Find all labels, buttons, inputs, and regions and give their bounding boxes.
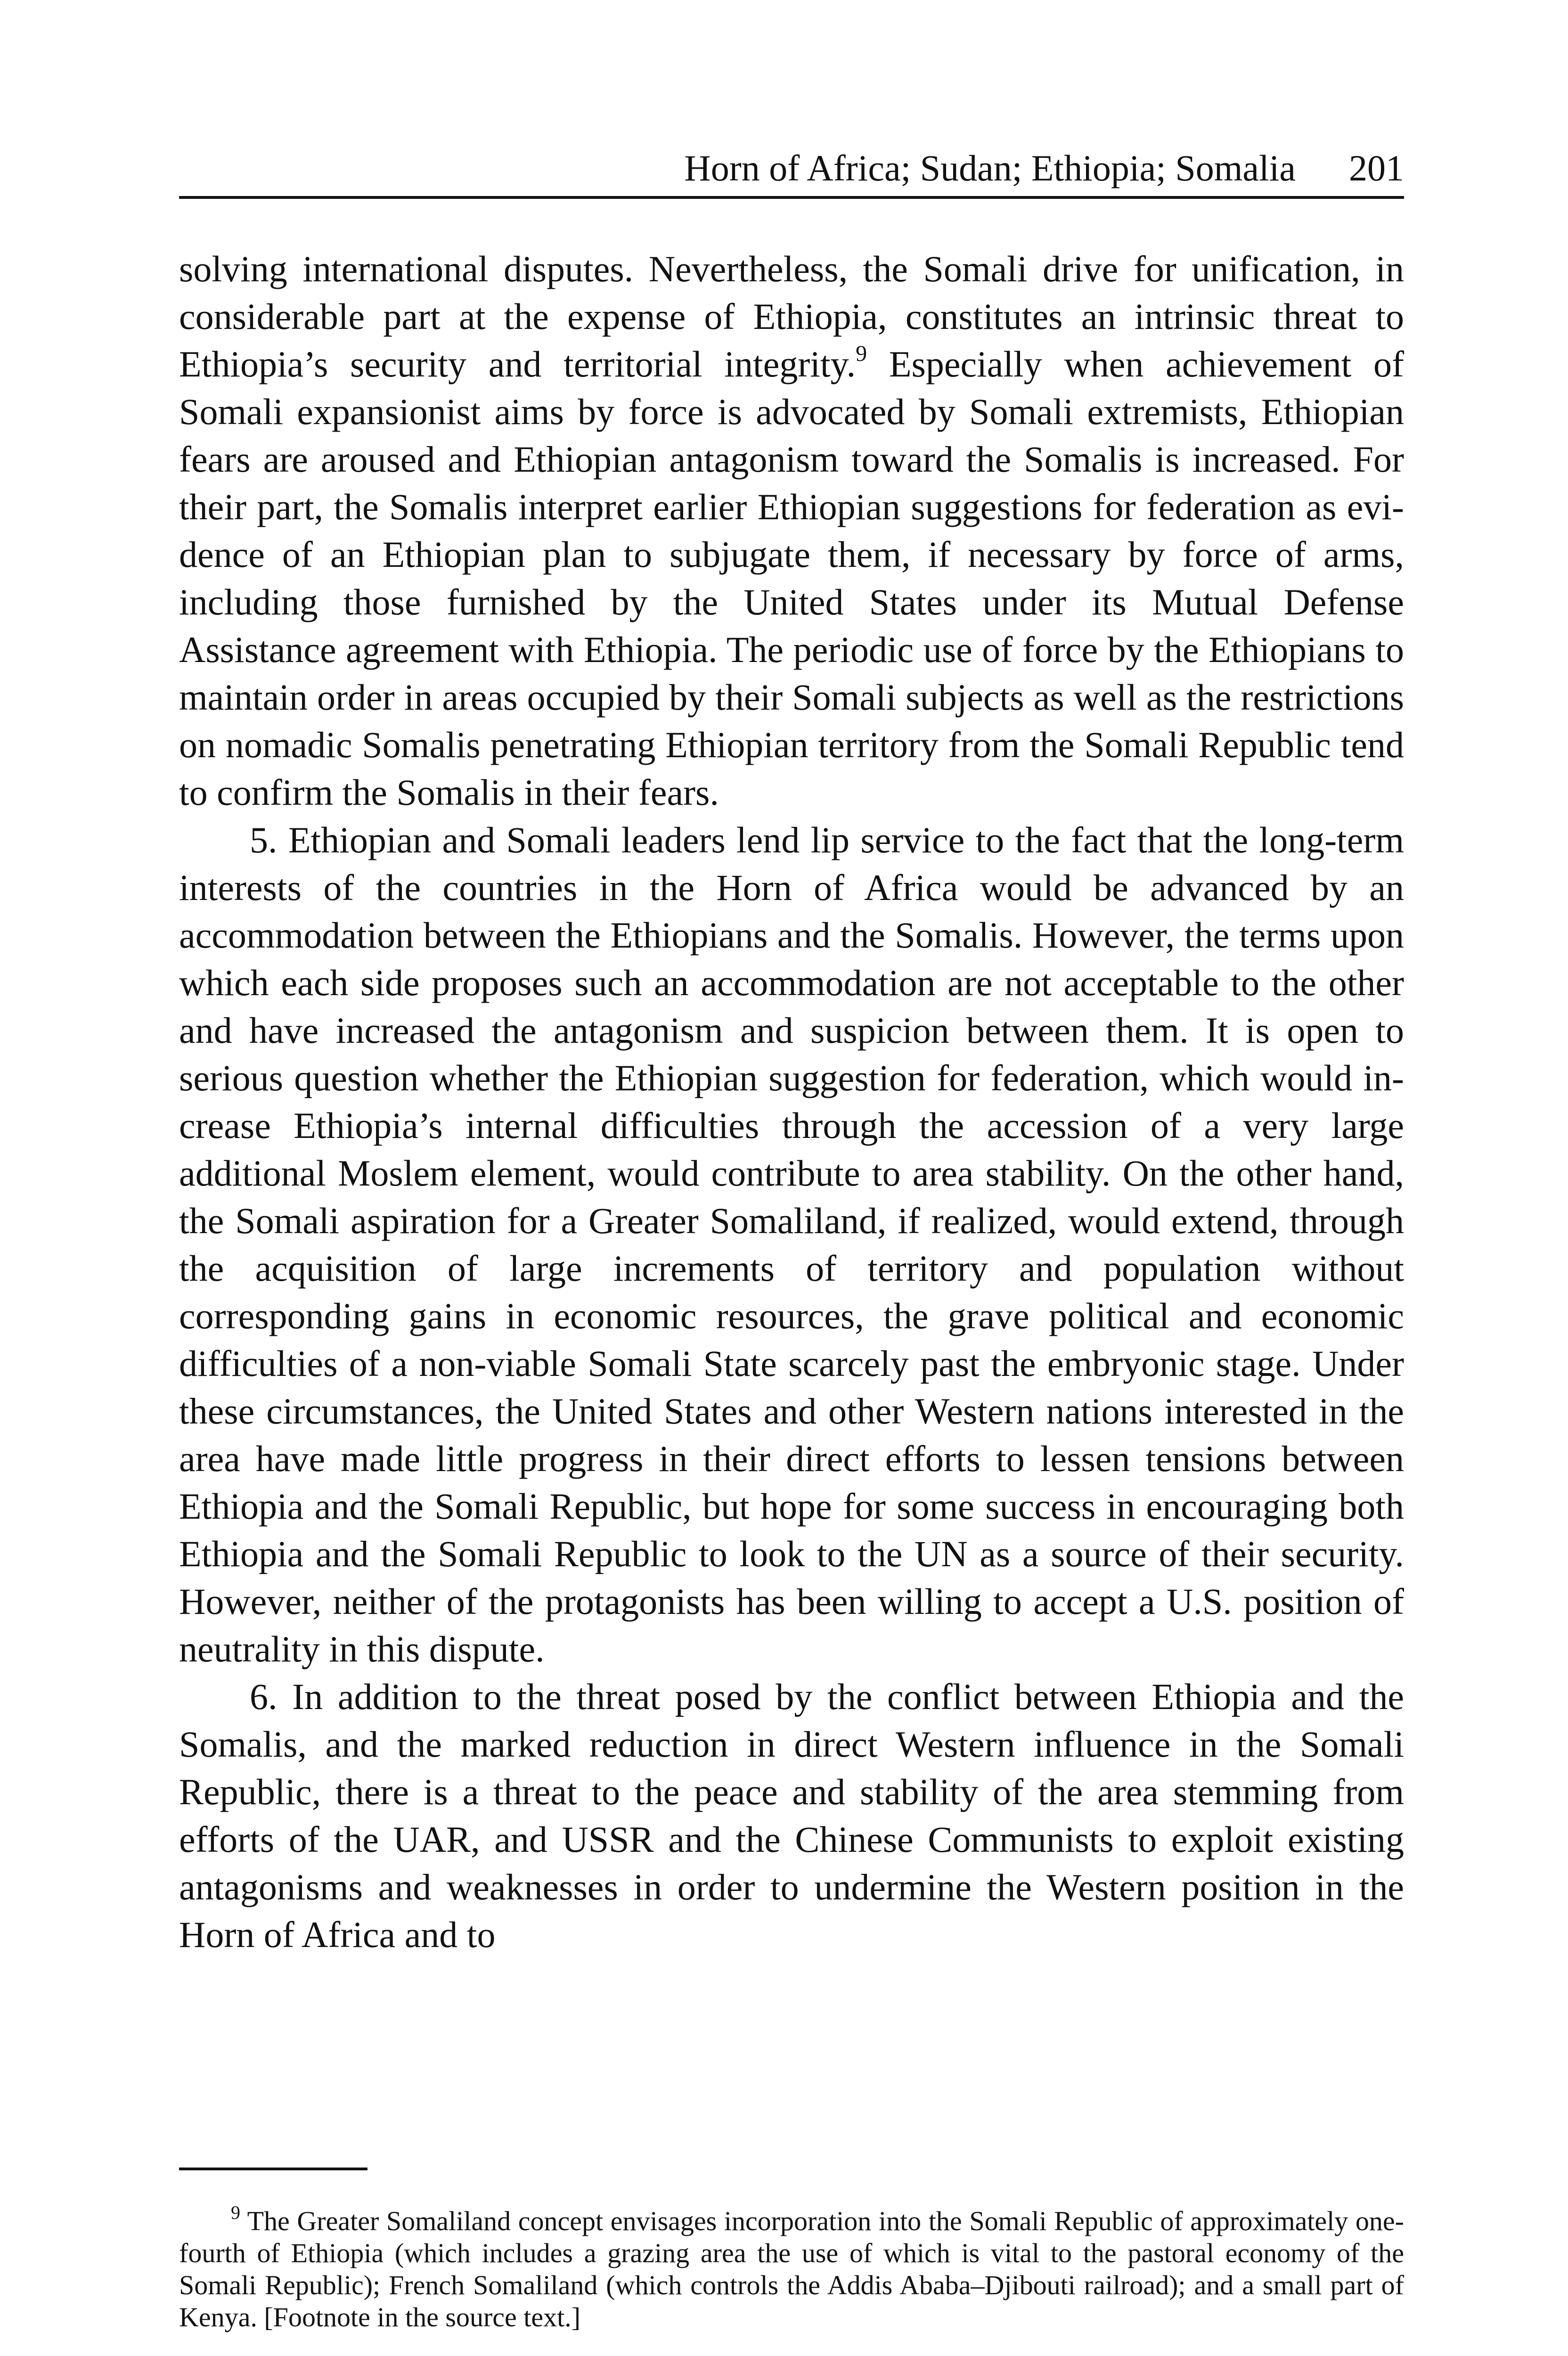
running-head-title: Horn of Africa; Sudan; Ethiopia; Somalia — [684, 147, 1296, 188]
paragraph-6: 6. In addition to the threat posed by the conflict between Ethiopia and the Somalis, and the marked reduction in direct Western influence in the Somali Republic, there is a threat to the peace and stability of the area stemming from efforts of the UAR, and USSR and the Chinese Communists to exploit existing antagonisms and weaknesses in order to undermine the Western position in the Horn of Africa and to — [179, 1676, 1404, 1955]
footnote — [179, 2201, 1404, 2333]
footnote-marker: 9 — [231, 2201, 240, 2223]
footnote-reference: 9 — [856, 341, 867, 366]
body-text — [179, 245, 1404, 1958]
page-number: 201 — [1349, 147, 1404, 188]
paragraph-text: solving international disputes. Nevertheless, the Somali drive for unification, in considerable part at the expense of Ethiopia, constitutes an intrinsic threat to Ethiopia’s security and territorial integrity. — [179, 248, 1404, 384]
paragraph-continued — [179, 245, 1404, 816]
footnote-paragraph — [179, 2201, 1404, 2333]
paragraph-5: 5. Ethiopian and Somali leaders lend lip service to the fact that the long-term interests of the countries in the Horn of Africa would be advanced by an accommodation between the Ethiopians and the Somalis. However, the terms upon which each side proposes such an accommodation are not acceptable to the other and have increased the antagonism and suspicion between them. It is open to serious question whether the Ethiopian suggestion for federation, which would increase Ethiopia’s internal difficulties through the accession of a very large additional Moslem element, would contribute to area stability. On the other hand, the Somali aspiration for a Greater Somaliland, if realized, would extend, through the acquisition of large increments of territory and population without corresponding gains in economic resources, the grave political and economic difficulties of a non-viable Somali State scarcely past the embryonic stage. Under these circumstances, the United States and other Western nations interested in the area have made little progress in their direct efforts to lessen tensions between Ethiopia and the Somali Republic, but hope for some success in encouraging both Ethiopia and the Somali Republic to look to the UN as a source of their security. However, neither of the protagonists has been willing to accept a U.S. position of neutrality in this dispute. — [179, 819, 1404, 1669]
paragraph-text: Especially when achievement of Somali expansionist aims by force is advocated by Somali extremists, Ethiopian fears are aroused and Ethiopian antagonism toward the Somalis is increased. For their part, the Somalis interpret earlier Ethiopian suggestions for federation as evidence of an Ethiopian plan to subjugate them, if necessary by force of arms, including those furnished by the United States under its Mutual Defense Assistance agreement with Ethiopia. The periodic use of force by the Ethiopians to maintain order in areas occupied by their Somali subjects as well as the restrictions on nomadic Somalis penetrating Ethiopian territory from the Somali Republic tend to confirm the Somalis in their fears. — [179, 344, 1404, 813]
header-rule — [179, 196, 1404, 199]
running-head — [179, 141, 1404, 193]
footnote-text: The Greater Somaliland concept envisages incorporation into the Somali Republic of approximately one-fourth of Ethiopia (which includes a grazing area the use of which is vital to the pastoral economy of the Somali Republic); French Somaliland (which controls the Addis Ababa–Djibouti railroad); and a small part of Kenya. [Footnote in the source text.] — [179, 2206, 1404, 2332]
footnote-rule — [179, 2168, 368, 2170]
